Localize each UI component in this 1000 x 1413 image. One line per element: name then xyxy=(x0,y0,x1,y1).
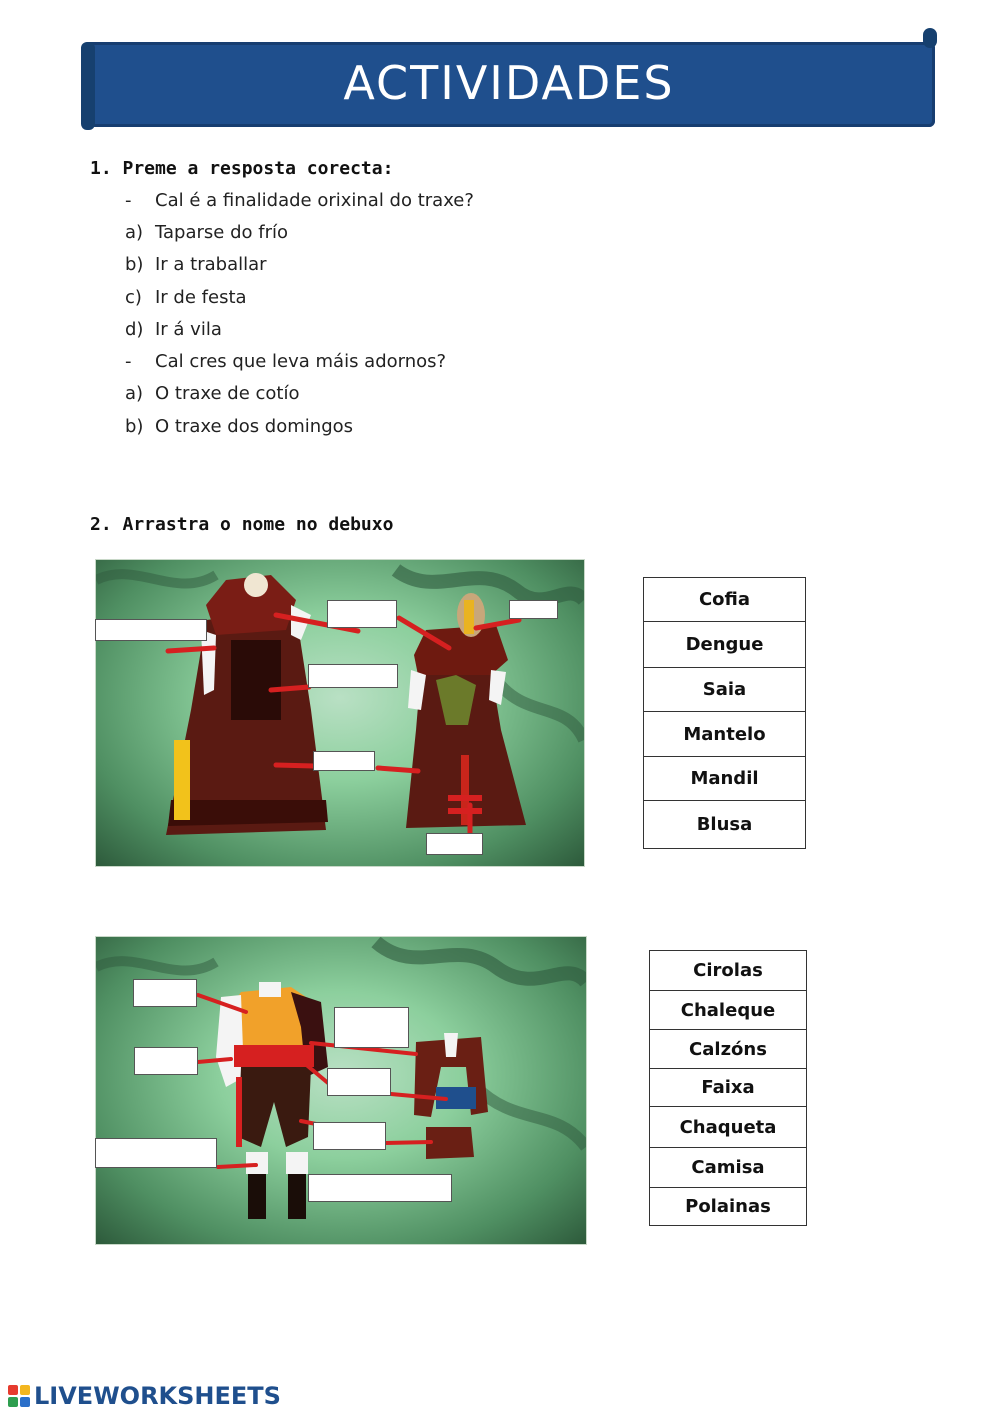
option-text: Taparse do frío xyxy=(155,222,288,243)
answer-option-b[interactable] xyxy=(125,254,267,275)
drop-target[interactable] xyxy=(426,833,483,855)
word-tile[interactable]: Cofia xyxy=(643,577,806,622)
word-tile[interactable]: Camisa xyxy=(649,1147,807,1188)
word-tile[interactable]: Polainas xyxy=(649,1187,807,1226)
drop-target[interactable] xyxy=(95,619,207,641)
drop-target[interactable] xyxy=(308,664,398,688)
drop-target[interactable] xyxy=(327,600,397,628)
option-marker: b) xyxy=(125,416,144,437)
word-tile[interactable]: Saia xyxy=(643,667,806,712)
drop-target[interactable] xyxy=(133,979,197,1007)
option-text: Ir a traballar xyxy=(155,254,267,275)
word-tile[interactable]: Chaqueta xyxy=(649,1106,807,1148)
word-tile[interactable]: Chaleque xyxy=(649,990,807,1030)
option-marker: d) xyxy=(125,319,144,340)
prompt-text: Cal é a finalidade orixinal do traxe? xyxy=(155,190,474,211)
question-1-title: 1. Preme a resposta corecta: xyxy=(90,158,394,179)
drop-target[interactable] xyxy=(334,1007,409,1048)
option-text: O traxe de cotío xyxy=(155,383,300,404)
drop-target[interactable] xyxy=(327,1068,391,1096)
option-text: Ir de festa xyxy=(155,287,247,308)
answer-option-b-2[interactable] xyxy=(125,416,353,437)
title-banner xyxy=(83,42,935,127)
question-1-prompt xyxy=(125,190,474,211)
option-text: O traxe dos domingos xyxy=(155,416,354,437)
option-marker: a) xyxy=(125,383,144,404)
word-tile[interactable]: Calzóns xyxy=(649,1029,807,1069)
question-2-title: 2. Arrastra o nome no debuxo xyxy=(90,514,394,535)
answer-option-a-2[interactable] xyxy=(125,383,299,404)
line-marker: - xyxy=(125,190,132,211)
word-tile[interactable]: Cirolas xyxy=(649,950,807,991)
answer-option-a[interactable] xyxy=(125,222,288,243)
word-tile[interactable]: Mandil xyxy=(643,756,806,801)
option-text: Ir á vila xyxy=(155,319,222,340)
question-1-prompt-2 xyxy=(125,351,446,372)
option-marker: a) xyxy=(125,222,144,243)
answer-option-d[interactable] xyxy=(125,319,222,340)
word-tile[interactable]: Blusa xyxy=(643,800,806,849)
page-title: ACTIVIDADES xyxy=(343,56,675,110)
drop-target[interactable] xyxy=(134,1047,198,1075)
drop-target[interactable] xyxy=(313,1122,386,1150)
option-marker: b) xyxy=(125,254,144,275)
drop-target[interactable] xyxy=(95,1138,217,1168)
prompt-text: Cal cres que leva máis adornos? xyxy=(155,351,447,372)
word-tile[interactable]: Mantelo xyxy=(643,711,806,757)
liveworksheets-logo-icon xyxy=(8,1385,30,1407)
answer-option-c[interactable] xyxy=(125,287,247,308)
drop-target[interactable] xyxy=(308,1174,452,1202)
drop-target[interactable] xyxy=(509,600,558,619)
brand-name: LIVEWORKSHEETS xyxy=(34,1382,281,1410)
option-marker: c) xyxy=(125,287,142,308)
word-tile[interactable]: Dengue xyxy=(643,621,806,668)
word-tile[interactable]: Faixa xyxy=(649,1068,807,1107)
drop-target[interactable] xyxy=(313,751,375,771)
line-marker: - xyxy=(125,351,132,372)
footer-logo xyxy=(8,1382,281,1410)
